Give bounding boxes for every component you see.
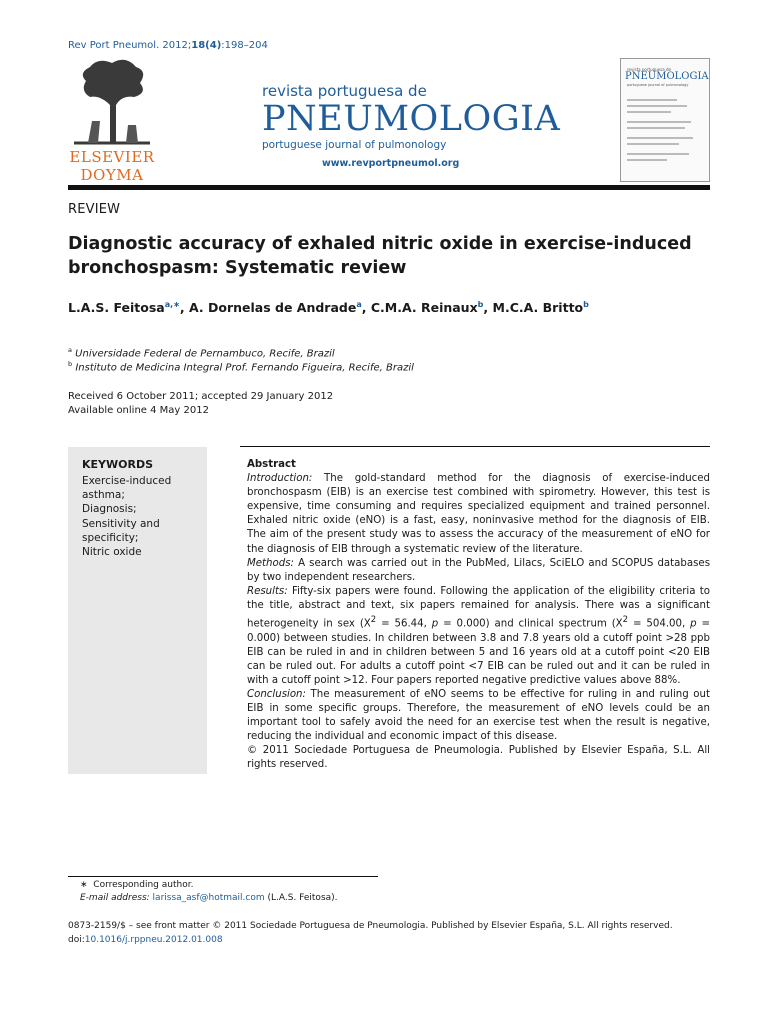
cover-line	[627, 159, 667, 161]
author-name: C.M.A. Reinaux	[370, 300, 478, 316]
cover-line	[627, 127, 685, 129]
email-note: E-mail address: larissa_asf@hotmail.com (L.A.S. Feitosa).	[80, 893, 338, 903]
abstract	[247, 458, 710, 772]
affiliation: $^b$ Instituto de Medicina Integral Prof. Fernando Figueira, Recife, Brazil	[68, 360, 414, 374]
affiliation: $^a$ Universidade Federal de Pernambuco, Recife, Brazil	[68, 346, 335, 360]
cover-title: PNEUMOLOGIA	[625, 71, 709, 82]
cover-line	[627, 143, 679, 145]
article-title: Diagnostic accuracy of exhaled nitric oxide in exercise-induced bronchospasm: Systematic review	[68, 234, 692, 278]
author-list: L.A.S. Feitosa$^{a,∗}$, A. Dornelas de Andrade$^a$, C.M.A. Reinaux$^b$, M.C.A. Britto$^b$	[68, 300, 589, 316]
keywords-list	[82, 474, 200, 559]
journal-top-line: revista portuguesa de	[262, 82, 427, 100]
cover-subtitle: portuguese journal of pulmonology	[627, 83, 689, 87]
author-name: M.C.A. Britto	[492, 300, 584, 316]
keywords-box	[68, 447, 207, 774]
elsevier-tree-icon	[70, 55, 154, 147]
author-affiliation-mark[interactable]: a	[356, 300, 362, 309]
cover-top-text: revista portuguesa de	[627, 67, 671, 72]
received-dates: Received 6 October 2011; accepted 29 January 2012	[68, 391, 334, 402]
section-label: REVIEW	[68, 202, 121, 217]
elsevier-logo	[62, 55, 162, 183]
journal-subtitle: portuguese journal of pulmonology	[262, 139, 447, 151]
footnote-rule	[68, 876, 378, 877]
abstract-conclusion: Conclusion: The measurement of eNO seems to be effective for ruling in and ruling out EIB in some specific groups. Therefore, the measurement of eNO levels could be an important tool to safely avoid the need for an exercise test when the result is negative, reducing the individual and economic impact of this disease.	[247, 688, 710, 743]
author-affiliation-mark[interactable]: a,∗	[164, 300, 180, 309]
cover-line	[627, 137, 693, 139]
journal-cover-thumbnail	[620, 58, 710, 182]
author-affiliation-mark[interactable]: b	[477, 300, 484, 309]
cover-line	[627, 121, 691, 123]
abstract-introduction: Introduction: The gold-standard method for the diagnosis of exercise-induced bronchospasm (EIB) is an exercise test combined with spirometry. However, this test is expensive, time consuming and requires specialized equipment and trained personnel. Exhaled nitric oxide (eNO) is a fast, easy, noninvasive method for the diagnosis of EIB. The aim of the present study was to assess the accuracy of the measurement of eNO for the diagnosis of EIB through a systematic review of the literature.	[247, 473, 710, 555]
abstract-rule	[240, 446, 710, 447]
abstract-methods: Methods: A search was carried out in the PubMed, Lilacs, SciELO and SCOPUS databases by two independent researchers.	[247, 557, 710, 583]
header-rule	[68, 185, 710, 190]
publisher-name-line2: DOYMA	[80, 166, 144, 184]
cover-line	[627, 153, 689, 155]
available-online-date: Available online 4 May 2012	[68, 405, 209, 416]
doi-link[interactable]: 10.1016/j.rppneu.2012.01.008	[84, 935, 223, 945]
doi-line: doi:10.1016/j.rppneu.2012.01.008	[68, 935, 223, 945]
keyword: Nitric oxide	[82, 546, 142, 559]
author-name: A. Dornelas de Andrade	[188, 300, 357, 316]
cover-line	[627, 99, 677, 101]
journal-url[interactable]: www.revportpneumol.org	[322, 158, 460, 169]
journal-citation: Rev Port Pneumol. 2012;18(4):198–204	[68, 40, 268, 51]
corresponding-author-note: ∗ Corresponding author.	[80, 880, 194, 890]
abstract-heading: Abstract	[247, 459, 296, 470]
keyword: Sensitivity and specificity;	[82, 517, 160, 544]
abstract-copyright: © 2011 Sociedade Portuguesa de Pneumologia. Published by Elsevier España, S.L. All rights reserved.	[247, 745, 710, 771]
author-name: L.A.S. Feitosa	[68, 300, 165, 316]
cover-line	[627, 105, 687, 107]
cover-line	[627, 111, 671, 113]
keyword: Diagnosis;	[82, 503, 137, 516]
keywords-heading: KEYWORDS	[82, 458, 154, 471]
keyword: Exercise-induced asthma;	[82, 475, 172, 502]
front-matter-copyright: 0873-2159/$ – see front matter © 2011 Sociedade Portuguesa de Pneumologia. Published by Elsevier España, S.L. All rights reserved.	[68, 921, 673, 931]
author-affiliation-mark[interactable]: b	[583, 300, 589, 309]
email-link[interactable]: larissa_asf@hotmail.com	[152, 893, 265, 903]
journal-title: PNEUMOLOGIA	[262, 99, 561, 139]
publisher-name-line1: ELSEVIER	[69, 148, 155, 166]
abstract-results: Results: Fifty-six papers were found. Following the application of the eligibility criteria to the title, abstract and text, six papers remained for analysis. There was a significant heterogeneity in sex ($X^2 = 56.44$, p = 0.000) and clinical spectrum ($X^2 = 504.00$, p = 0.000) between studies. In children between 3.8 and 7.8 years old a cutoff point >28 ppb EIB can be ruled in and in children between 5 and 16 years old at a cutoff point <20 EIB can be ruled out. For adults a cutoff point <7 EIB can be ruled out and it can be ruled in with a cutoff point >12. Four papers reported negative predictive values above 88%.	[247, 585, 710, 686]
